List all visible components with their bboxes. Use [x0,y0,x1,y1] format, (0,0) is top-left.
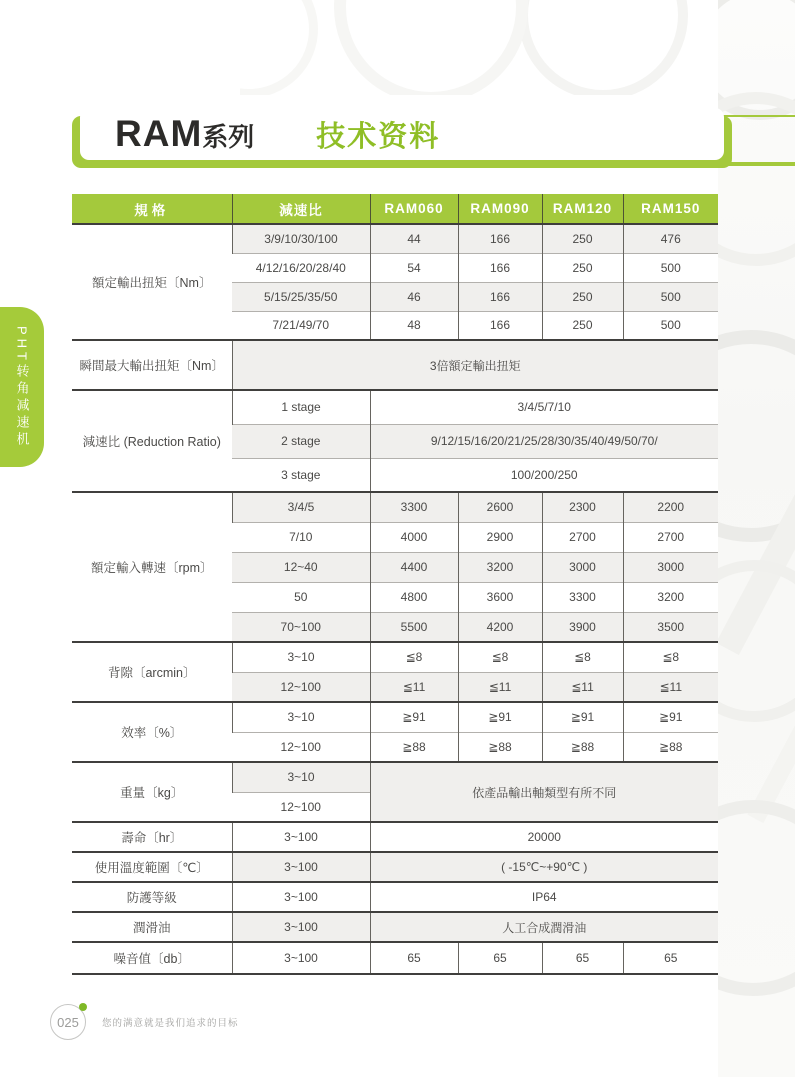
value-cell: 3300 [542,582,623,612]
value-cell: ≦11 [370,672,458,702]
value-cell: ≧91 [623,702,718,732]
value-cell: 65 [370,942,458,974]
value-cell: ≦11 [542,672,623,702]
value-cell: 4200 [458,612,542,642]
merged-value-cell: 9/12/15/16/20/21/25/28/30/35/40/49/50/70/ [370,424,718,458]
footer-slogan: 您的满意就是我们追求的目标 [102,1018,239,1029]
page-title [115,113,254,155]
page-footer [50,1004,239,1040]
value-cell: 3000 [542,552,623,582]
ratio-cell: 1 stage [232,390,370,424]
page-number-badge [50,1004,86,1040]
photo-ring-decor [718,800,795,996]
ratio-cell: 3~100 [232,822,370,852]
photo-ring-decor [240,0,318,95]
ratio-cell: 4/12/16/20/28/40 [232,253,370,282]
value-cell: 3200 [458,552,542,582]
value-cell: 2900 [458,522,542,552]
value-cell: 250 [542,311,623,340]
merged-value-cell: IP64 [370,882,718,912]
value-cell: 4400 [370,552,458,582]
value-cell: 3000 [623,552,718,582]
value-cell: 5500 [370,612,458,642]
green-rule-top [718,115,795,117]
photo-ring-decor [718,560,795,722]
value-cell: ≦8 [623,642,718,672]
table-row [72,852,718,882]
table-row [72,390,718,424]
ratio-cell: 3~10 [232,642,370,672]
machinery-photo-top [240,0,718,95]
series-name: RAM [115,113,203,154]
value-cell: 250 [542,282,623,311]
value-cell: 2700 [542,522,623,552]
value-cell: ≧91 [542,702,623,732]
spec-label-cell: 背隙〔arcmin〕 [72,642,232,702]
photo-ring-decor [518,0,688,95]
value-cell: 65 [623,942,718,974]
sidebar-tab-label: PHT转角减速机 [14,325,30,449]
ratio-cell: 3~100 [232,882,370,912]
spec-table [72,194,718,975]
value-cell: 250 [542,253,623,282]
value-cell: 476 [623,224,718,253]
ratio-cell: 3/4/5 [232,492,370,522]
value-cell: 3200 [623,582,718,612]
ratio-cell: 3~10 [232,702,370,732]
value-cell: ≧91 [370,702,458,732]
merged-value-cell: ( -15℃~+90℃ ) [370,852,718,882]
value-cell: 250 [542,224,623,253]
value-cell: ≦8 [458,642,542,672]
merged-value-cell: 依產品輸出軸類型有所不同 [370,762,718,822]
value-cell: 4000 [370,522,458,552]
spec-label-cell: 壽命〔hr〕 [72,822,232,852]
ratio-cell: 7/21/49/70 [232,311,370,340]
table-row [72,882,718,912]
value-cell: 4800 [370,582,458,612]
value-cell: 166 [458,282,542,311]
value-cell: 65 [542,942,623,974]
value-cell: ≦11 [623,672,718,702]
col-header-ram060: RAM060 [370,194,458,224]
ratio-cell: 3~100 [232,942,370,974]
ratio-cell: 3 stage [232,458,370,492]
spec-label-cell: 效率〔%〕 [72,702,232,762]
value-cell: 65 [458,942,542,974]
merged-value-cell: 20000 [370,822,718,852]
col-header-spec: 規格 [72,194,232,224]
value-cell: 166 [458,253,542,282]
spec-label-cell: 額定輸出扭矩〔Nm〕 [72,224,232,340]
merged-value-cell: 3/4/5/7/10 [370,390,718,424]
title-card [80,108,724,160]
table-row [72,702,718,732]
page-number: 025 [57,1014,79,1030]
value-cell: 46 [370,282,458,311]
ratio-cell: 5/15/25/35/50 [232,282,370,311]
col-header-ratio: 減速比 [232,194,370,224]
ratio-cell: 3~100 [232,852,370,882]
value-cell: 2200 [623,492,718,522]
value-cell: ≧88 [458,732,542,762]
series-suffix: 系列 [202,122,255,152]
merged-value-cell: 100/200/250 [370,458,718,492]
spec-label-cell: 使用溫度範圍〔℃〕 [72,852,232,882]
value-cell: 166 [458,311,542,340]
value-cell: ≦8 [370,642,458,672]
table-row [72,340,718,390]
spec-label-cell: 減速比 (Reduction Ratio) [72,390,232,492]
ratio-cell: 3~10 [232,762,370,792]
value-cell: 48 [370,311,458,340]
value-cell: 500 [623,253,718,282]
green-dot-icon [79,1003,87,1011]
ratio-cell: 12~100 [232,792,370,822]
spec-label-cell: 重量〔kg〕 [72,762,232,822]
value-cell: 2300 [542,492,623,522]
table-header-row [72,194,718,224]
table-row [72,762,718,792]
ratio-cell: 12~100 [232,732,370,762]
ratio-cell: 12~40 [232,552,370,582]
col-header-ram150: RAM150 [623,194,718,224]
table-row [72,822,718,852]
value-cell: 44 [370,224,458,253]
value-cell: 3600 [458,582,542,612]
merged-value-cell: 3倍額定輸出扭矩 [232,340,718,390]
spec-label-cell: 噪音值〔db〕 [72,942,232,974]
value-cell: 500 [623,282,718,311]
spec-label-cell: 額定輸入轉速〔rpm〕 [72,492,232,642]
photo-ring-decor [334,0,528,95]
spec-label-cell: 防護等級 [72,882,232,912]
table-row [72,224,718,253]
value-cell: 2600 [458,492,542,522]
spec-label-cell: 瞬間最大輸出扭矩〔Nm〕 [72,340,232,390]
col-header-ram090: RAM090 [458,194,542,224]
ratio-cell: 7/10 [232,522,370,552]
value-cell: ≧91 [458,702,542,732]
value-cell: 3900 [542,612,623,642]
value-cell: 166 [458,224,542,253]
table-row [72,492,718,522]
value-cell: 3300 [370,492,458,522]
value-cell: 500 [623,311,718,340]
value-cell: ≧88 [370,732,458,762]
table-row [72,642,718,672]
value-cell: 3500 [623,612,718,642]
photo-ring-decor [718,330,795,542]
col-header-ram120: RAM120 [542,194,623,224]
value-cell: 2700 [623,522,718,552]
value-cell: ≦8 [542,642,623,672]
ratio-cell: 2 stage [232,424,370,458]
value-cell: ≧88 [623,732,718,762]
ratio-cell: 50 [232,582,370,612]
spec-label-cell: 潤滑油 [72,912,232,942]
ratio-cell: 12~100 [232,672,370,702]
ratio-cell: 70~100 [232,612,370,642]
value-cell: ≦11 [458,672,542,702]
value-cell: ≧88 [542,732,623,762]
sidebar-tab-pht-series [0,307,44,467]
ratio-cell: 3/9/10/30/100 [232,224,370,253]
merged-value-cell: 人工合成潤滑油 [370,912,718,942]
value-cell: 54 [370,253,458,282]
page-subtitle: 技术资料 [316,120,441,153]
table-row [72,912,718,942]
table-row [72,942,718,974]
ratio-cell: 3~100 [232,912,370,942]
